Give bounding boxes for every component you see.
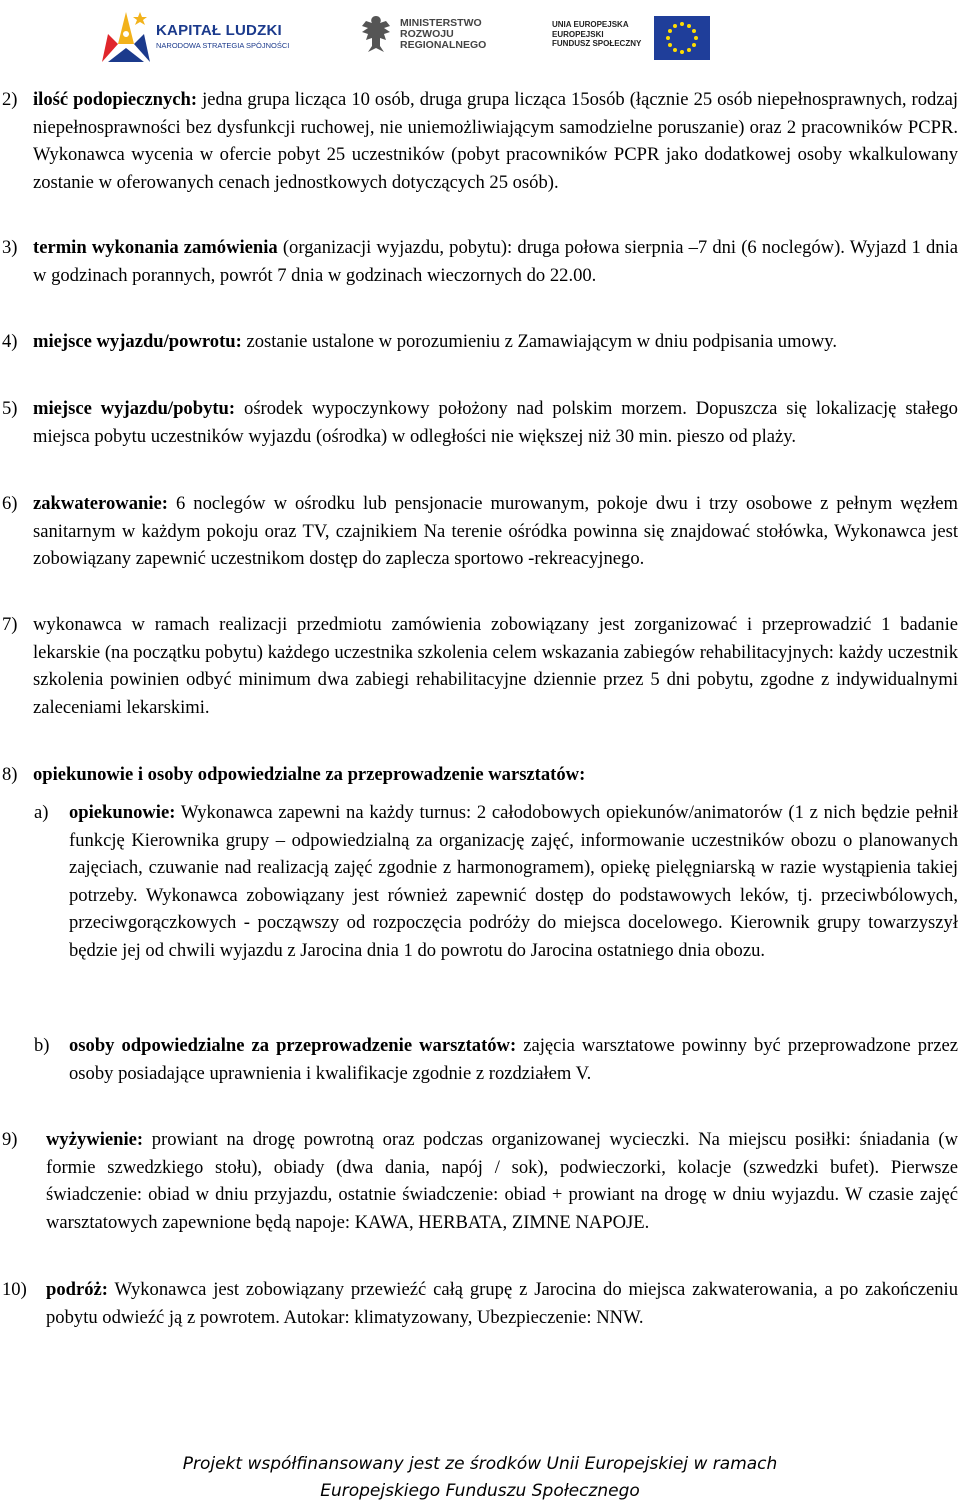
list-item [0, 86, 958, 196]
ministerstwo-line-2: ROZWOJU [400, 28, 454, 40]
footer [0, 1451, 960, 1505]
sub-item-text: Wykonawca zapewni na każdy turnus: 2 całodobowych opiekunów/animatorów (1 z nich będzie pełnił funkcję Kierownika grupy – odpowiedzialną za organizację zajęć, informowanie uczestników obozu o planowanych zajęciach, czuwanie nad realizacją zajęć zgodnie z harmonogramem), opiekę pielęgniarską w razie wystąpienia takiej potrzeby. Wykonawca zobowiązany jest również zapewnić dostęp do podstawowych leków, tj. przeciwbólowych, przeciwgorączkowych - począwszy od rozpoczęcia podróży do miejsca docelowego. Kierownik grupy towarzyszył będzie jej od chwili wyjazdu z Jarocina dnia 1 do powrotu do Jarocina ostatniego dnia obozu. [69, 802, 958, 961]
list-item [0, 490, 958, 573]
sub-list-item [34, 1032, 958, 1087]
list-item [0, 395, 958, 450]
kapital-ludzki-logo [98, 4, 308, 66]
item-number: 3) [2, 237, 18, 258]
kapital-ludzki-title: KAPITAŁ LUDZKI [156, 22, 282, 39]
ue-line-3: FUNDUSZ SPOŁECZNY [552, 39, 642, 48]
item-number: 10) [2, 1279, 27, 1300]
ue-line-1: UNIA EUROPEJSKA [552, 20, 629, 29]
item-text: zostanie ustalone w porozumieniu z Zamawiającym w dniu podpisania umowy. [241, 331, 838, 352]
list-item [0, 1126, 958, 1236]
sub-item-heading: opiekunowie: [69, 802, 176, 823]
item-heading: opiekunowie i osoby odpowiedzialne za przeprowadzenie warsztatów: [33, 764, 586, 785]
item-heading: wyżywienie: [46, 1129, 144, 1150]
footer-line-2: Europejskiego Funduszu Społecznego [320, 1481, 640, 1501]
list-item [0, 234, 958, 289]
eu-flag-icon [654, 16, 710, 60]
sub-list-item [34, 799, 958, 964]
sub-item-letter: a) [34, 802, 49, 823]
list-item [0, 328, 958, 356]
item-text: (organizacji wyjazdu, pobytu): druga połowa sierpnia –7 dni (6 noclegów). Wyjazd 1 dnia w godzinach porannych, powrót 7 dnia w godzinach wieczornych do 22.00. [33, 237, 958, 286]
list-item [0, 611, 958, 721]
item-number: 6) [2, 493, 18, 514]
item-number: 2) [2, 89, 18, 110]
footer-line-1: Projekt współfinansowany jest ze środków Unii Europejskiej w ramach [182, 1454, 778, 1474]
list-item [0, 761, 958, 789]
ministerstwo-line-3: REGIONALNEGO [400, 39, 487, 51]
item-heading: ilość podopiecznych: [33, 89, 198, 110]
item-number: 9) [2, 1129, 18, 1150]
item-number: 4) [2, 331, 18, 352]
unia-europejska-logo [552, 14, 712, 62]
item-text: ośrodek wypoczynkowy położony nad polskim morzem. Dopuszcza się lokalizację stałego miejsca pobytu uczestników wyjazdu (ośrodka) w odległości nie większej niż 30 min. pieszo od plaży. [33, 398, 958, 447]
item-heading: termin wykonania zamówienia [33, 237, 278, 258]
kapital-ludzki-subtitle: NARODOWA STRATEGIA SPÓJNOŚCI [156, 41, 290, 50]
item-number: 5) [2, 398, 18, 419]
item-text: jedna grupa licząca 10 osób, druga grupa licząca 15osób (łącznie 25 osób niepełnosprawnych, rodzaj niepełnosprawności bez dysfunkcji ruchowej, nie uniemożliwiającym samodzielne poruszanie) oraz 2 pracowników PCPR. Wykonawca wycenia w ofercie pobyt 25 uczestników (pobyt pracowników PCPR jako dodatkowej osoby wkalkulowany zostanie w oferowanych cenach jednostkowych dotyczących 25 osób). [33, 89, 958, 193]
list-item [0, 1276, 958, 1331]
item-heading: miejsce wyjazdu/powrotu: [33, 331, 242, 352]
item-heading: podróż: [46, 1279, 108, 1300]
header-logos [0, 0, 960, 72]
item-heading: miejsce wyjazdu/pobytu: [33, 398, 236, 419]
item-text: wykonawca w ramach realizacji przedmiotu zamówienia zobowiązany jest zorganizować i przeprowadzić 1 badanie lekarskie (na początku pobytu) każdego uczestnika szkolenia celem wskazania zabiegów rehabilitacyjnych: każdy uczestnik szkolenia powinien odbyć minimum dwa zabiegi rehabilitacyjne dziennie przez 5 dni pobytu, zgodne z indywidualnymi zaleceniami lekarskimi. [33, 614, 958, 718]
sub-item-letter: b) [34, 1035, 50, 1056]
item-number: 7) [2, 614, 18, 635]
item-number: 8) [2, 764, 18, 785]
item-text: 6 noclegów w ośrodku lub pensjonacie murowanym, pokoje dwu i trzy osobowe z pełnym węzłem sanitarnym w każdym pokoju oraz TV, czajnikiem Na terenie ośródka powinna się znajdować stołówka, Wykonawca jest zobowiązany zapewnić uczestnikom dostęp do zaplecza sportowo -rekreacyjnego. [33, 493, 958, 569]
ministerstwo-logo [358, 12, 528, 60]
eagle-emblem-icon [358, 12, 394, 56]
item-text: Wykonawca jest zobowiązany przewieźć całą grupę z Jarocina do miejsca zakwaterowania, a po zakończeniu pobytu odwieźć ją z powrotem. Autokar: klimatyzowany, Ubezpieczenie: NNW. [46, 1279, 958, 1328]
item-text: prowiant na drogę powrotną oraz podczas organizowanej wycieczki. Na miejscu posiłki: śniadania (w formie szwedzkiego stołu), obiady (dwa dania, napój / sok), podwieczorki, kolacje (szwedzki bufet). Pierwsze świadczenie: obiad w dniu przyjazdu, ostatnie świadczenie: obiad + prowiant na drogę w dniu wyjazdu. W czasie zajęć warsztatowych zapewnione będą napoje: KAWA, HERBATA, ZIMNE NAPOJE. [46, 1129, 958, 1233]
ue-line-2: EUROPEJSKI [552, 29, 604, 39]
sub-item-heading: osoby odpowiedzialne za przeprowadzenie warsztatów: [69, 1035, 517, 1056]
ministerstwo-line-1: MINISTERSTWO [400, 17, 482, 29]
kapital-ludzki-emblem-icon [98, 4, 154, 66]
sub-item-text: zajęcia warsztatowe powinny być przeprowadzone przez osoby posiadające uprawnienia i kwalifikacje zgodnie z rozdziałem V. [69, 1035, 958, 1084]
item-heading: zakwaterowanie: [33, 493, 168, 514]
